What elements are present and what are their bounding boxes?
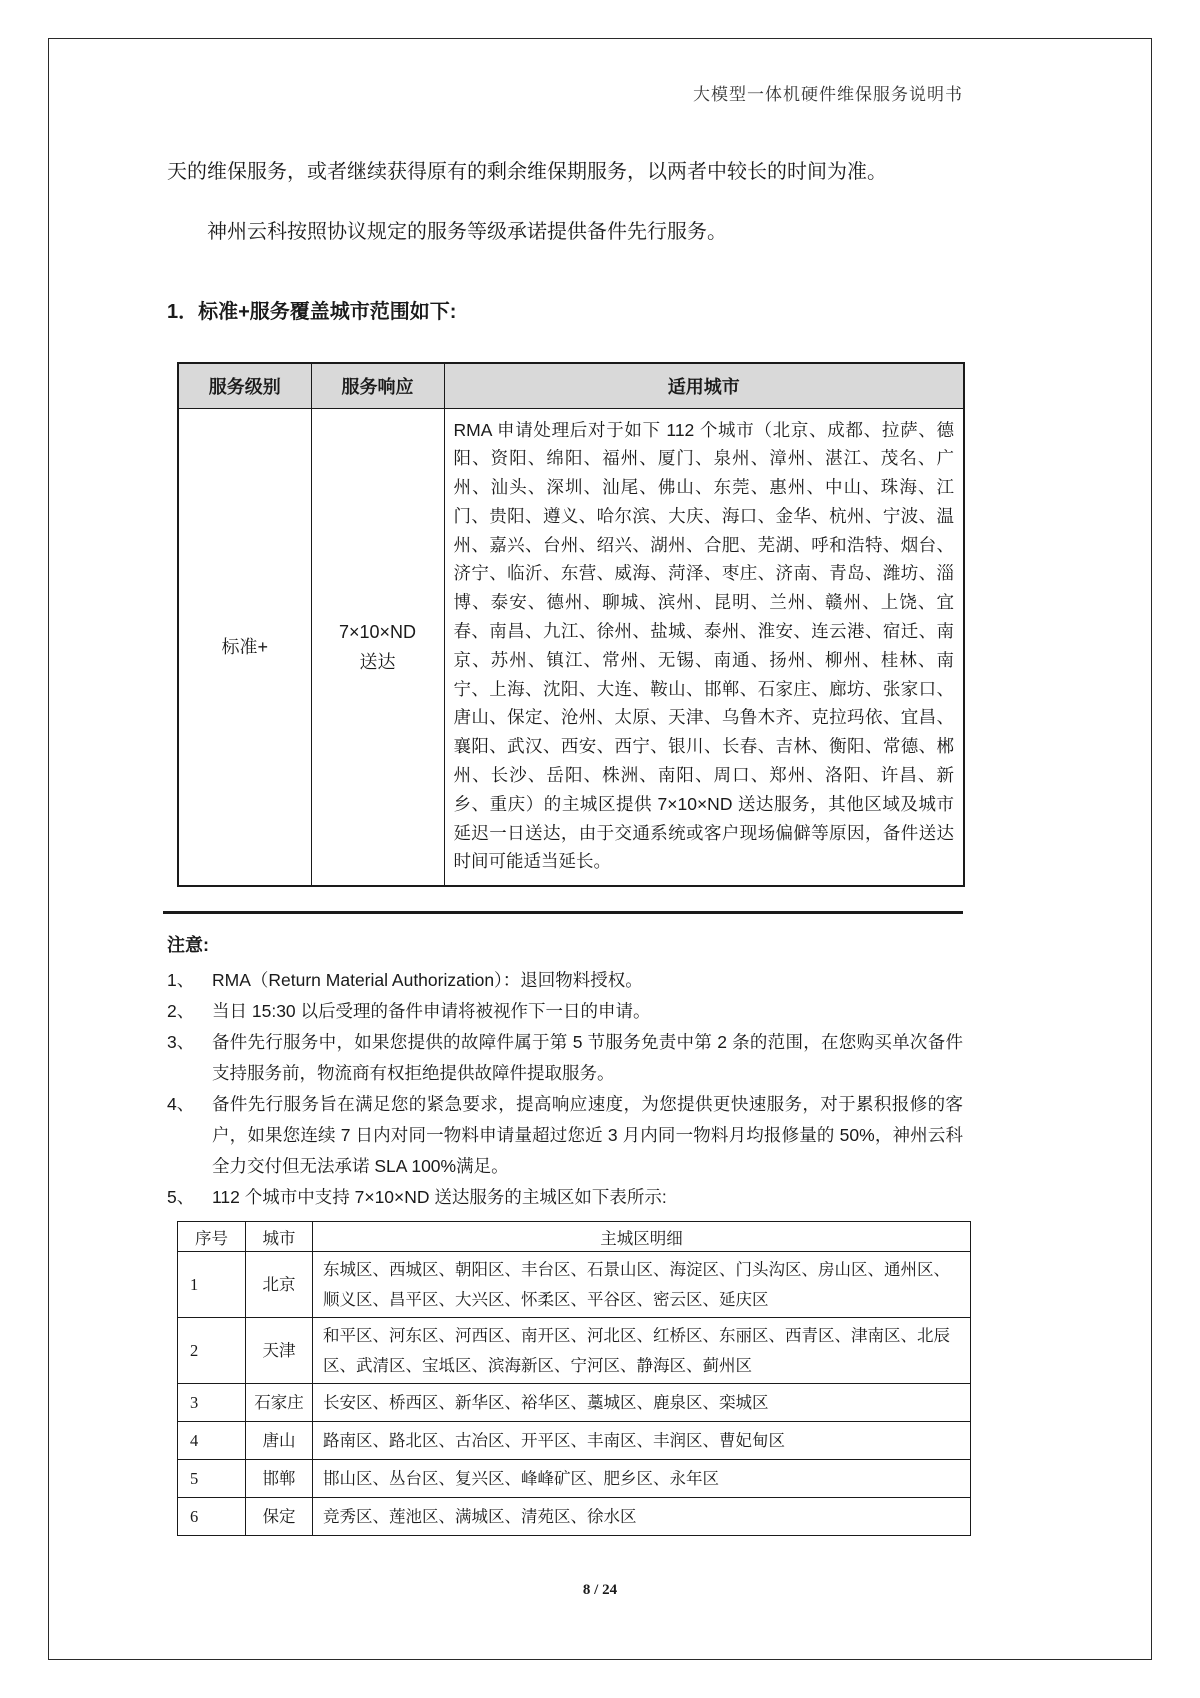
row-number-cell: 6 bbox=[178, 1498, 246, 1536]
district-table-header-city: 城市 bbox=[246, 1222, 313, 1252]
service-response-line1: 7×10×ND bbox=[338, 621, 417, 642]
note-item-3 bbox=[167, 1027, 963, 1089]
districts-cell: 和平区、河东区、河西区、南开区、河北区、红桥区、东丽区、西青区、津南区、北辰区、武清区、宝坻区、滨海新区、宁河区、静海区、蓟州区 bbox=[313, 1318, 971, 1384]
service-table-header-level: 服务级别 bbox=[178, 363, 311, 408]
note-number: 2、 bbox=[167, 1001, 195, 1022]
service-table-header-response: 服务响应 bbox=[311, 363, 444, 408]
section-heading: 1．标准+服务覆盖城市范围如下: bbox=[167, 301, 457, 323]
note-item-4 bbox=[167, 1089, 963, 1182]
table-row bbox=[178, 1318, 971, 1384]
note-number: 3、 bbox=[167, 1032, 195, 1053]
note-text: 112 个城市中支持 7×10×ND 送达服务的主城区如下表所示: bbox=[212, 1187, 667, 1208]
city-cell: 保定 bbox=[246, 1498, 313, 1536]
section-divider-line bbox=[163, 911, 963, 914]
district-table-header-districts: 主城区明细 bbox=[313, 1222, 971, 1252]
district-detail-table bbox=[177, 1221, 971, 1536]
city-cell: 邯郸 bbox=[246, 1460, 313, 1498]
notes-list bbox=[167, 965, 963, 1213]
districts-cell: 长安区、桥西区、新华区、裕华区、藁城区、鹿泉区、栾城区 bbox=[313, 1384, 971, 1422]
note-number: 5、 bbox=[167, 1187, 195, 1208]
service-table-header-cities: 适用城市 bbox=[444, 363, 964, 408]
row-number-cell: 4 bbox=[178, 1422, 246, 1460]
districts-cell: 邯山区、丛台区、复兴区、峰峰矿区、肥乡区、永年区 bbox=[313, 1460, 971, 1498]
note-text: 备件先行服务旨在满足您的紧急要求，提高响应速度，为您提供更快速服务，对于累积报修的客户，如果您连续 7 日内对同一物料申请量超过您近 3 月内同一物料月均报修量的 50%，神州云科全力交付但无法承诺 SLA 100%满足。 bbox=[212, 1094, 963, 1177]
note-item-5 bbox=[167, 1182, 963, 1213]
service-table-row bbox=[178, 408, 964, 886]
table-row bbox=[178, 1498, 971, 1536]
service-coverage-table bbox=[177, 362, 965, 887]
service-response-line2: 送达 bbox=[359, 651, 396, 672]
row-number-cell: 3 bbox=[178, 1384, 246, 1422]
note-text: 当日 15:30 以后受理的备件申请将被视作下一日的申请。 bbox=[212, 1001, 651, 1022]
note-text: 备件先行服务中，如果您提供的故障件属于第 5 节服务免责中第 2 条的范围，在您购买单次备件支持服务前，物流商有权拒绝提供故障件提取服务。 bbox=[212, 1032, 963, 1084]
note-item-2 bbox=[167, 996, 963, 1027]
intro-paragraph-2: 神州云科按照协议规定的服务等级承诺提供备件先行服务。 bbox=[207, 221, 727, 243]
table-row bbox=[178, 1252, 971, 1318]
city-cell: 天津 bbox=[246, 1318, 313, 1384]
service-cities-cell: RMA 申请处理后对于如下 112 个城市（北京、成都、拉萨、德阳、资阳、绵阳、福州、厦门、泉州、漳州、湛江、茂名、广州、汕头、深圳、汕尾、佛山、东莞、惠州、中山、珠海、江门、贵阳、遵义、哈尔滨、大庆、海口、金华、杭州、宁波、温州、嘉兴、台州、绍兴、湖州、合肥、芜湖、呼和浩特、烟台、济宁、临沂、东营、威海、菏泽、枣庄、济南、青岛、潍坊、淄博、泰安、德州、聊城、滨州、昆明、兰州、赣州、上饶、宜春、南昌、九江、徐州、盐城、泰州、淮安、连云港、宿迁、南京、苏州、镇江、常州、无锡、南通、扬州、柳州、桂林、南宁、上海、沈阳、大连、鞍山、邯郸、石家庄、廊坊、张家口、唐山、保定、沧州、太原、天津、乌鲁木齐、克拉玛依、宜昌、襄阳、武汉、西安、西宁、银川、长春、吉林、衡阳、常德、郴州、长沙、岳阳、株洲、南阳、周口、郑州、洛阳、许昌、新乡、重庆）的主城区提供 7×10×ND 送达服务，其他区域及城市延迟一日送达，由于交通系统或客户现场偏僻等原因，备件送达时间可能适当延长。 bbox=[444, 408, 964, 886]
document-header-title: 大模型一体机硬件维保服务说明书 bbox=[693, 85, 963, 104]
row-number-cell: 2 bbox=[178, 1318, 246, 1384]
city-cell: 唐山 bbox=[246, 1422, 313, 1460]
note-text: RMA（Return Material Authorization）：退回物料授权。 bbox=[212, 970, 643, 991]
table-row bbox=[178, 1384, 971, 1422]
service-level-cell: 标准+ bbox=[178, 408, 311, 886]
page-content bbox=[167, 0, 963, 1536]
page-number-indicator: 8 / 24 bbox=[582, 1582, 618, 1598]
notes-title: 注意: bbox=[167, 935, 209, 956]
districts-cell: 路南区、路北区、古冶区、开平区、丰南区、丰润区、曹妃甸区 bbox=[313, 1422, 971, 1460]
district-table-header-row bbox=[178, 1222, 971, 1252]
districts-cell: 竞秀区、莲池区、满城区、清苑区、徐水区 bbox=[313, 1498, 971, 1536]
intro-paragraph-1: 天的维保服务，或者继续获得原有的剩余维保期服务，以两者中较长的时间为准。 bbox=[167, 161, 887, 183]
note-number: 4、 bbox=[167, 1094, 195, 1115]
city-cell: 北京 bbox=[246, 1252, 313, 1318]
note-number: 1、 bbox=[167, 970, 195, 991]
city-cell: 石家庄 bbox=[246, 1384, 313, 1422]
row-number-cell: 1 bbox=[178, 1252, 246, 1318]
table-row bbox=[178, 1460, 971, 1498]
district-table-header-no: 序号 bbox=[178, 1222, 246, 1252]
note-item-1 bbox=[167, 965, 963, 996]
districts-cell: 东城区、西城区、朝阳区、丰台区、石景山区、海淀区、门头沟区、房山区、通州区、顺义区、昌平区、大兴区、怀柔区、平谷区、密云区、延庆区 bbox=[313, 1252, 971, 1318]
service-table-header-row bbox=[178, 363, 964, 408]
table-row bbox=[178, 1422, 971, 1460]
service-response-cell bbox=[311, 408, 444, 886]
row-number-cell: 5 bbox=[178, 1460, 246, 1498]
